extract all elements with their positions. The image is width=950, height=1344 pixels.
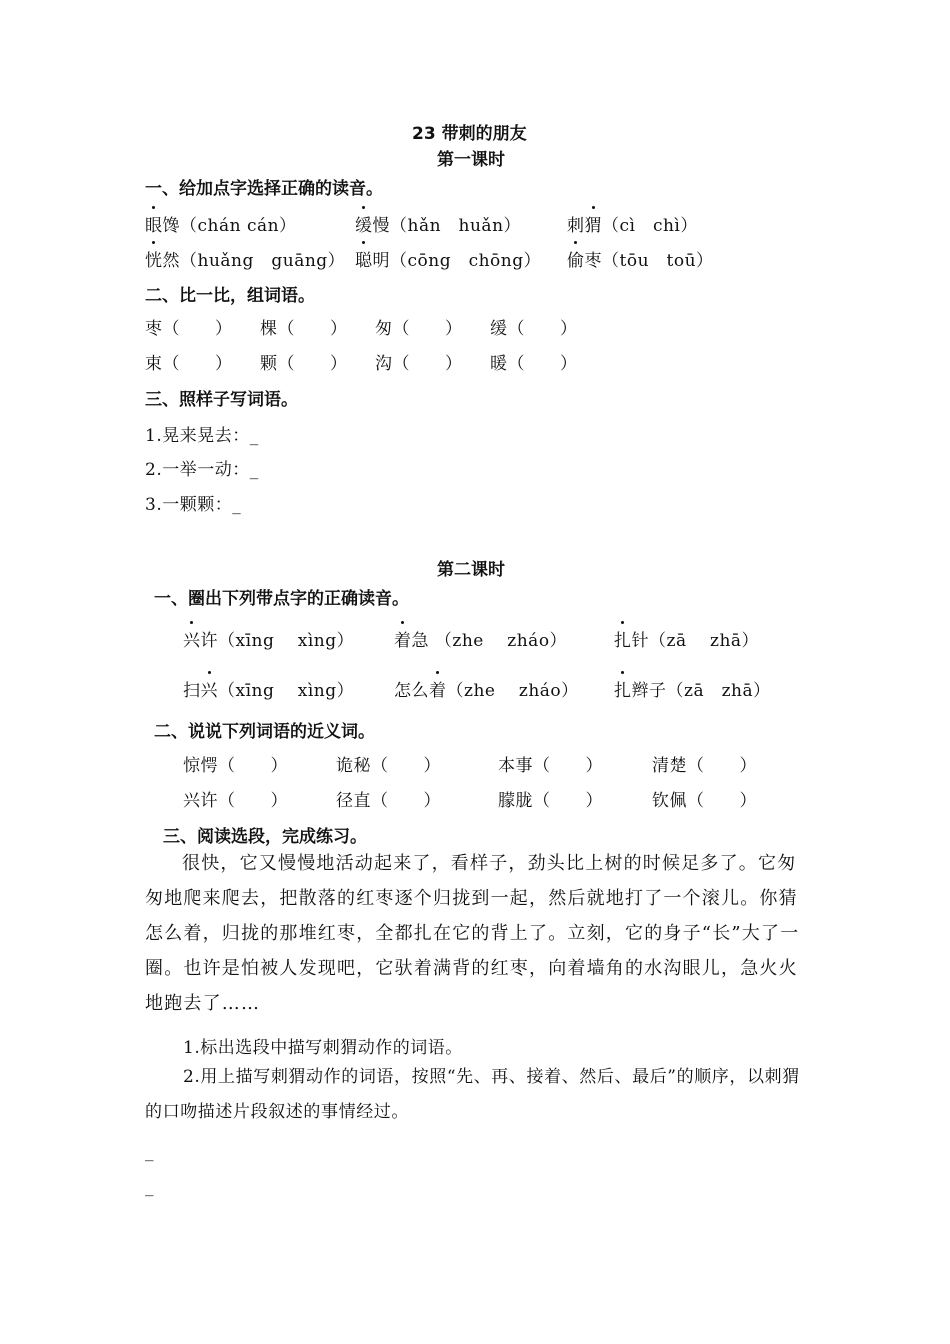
dotted-char: 缓 (355, 211, 373, 236)
compare-item: 缓（ ） (490, 319, 578, 339)
dotted-char: 着 (429, 676, 447, 701)
synonym-item: 兴许（ ） (183, 791, 288, 811)
example-item: 1.晃来晃去：_ (145, 426, 259, 446)
l2-pinyin-item: 着急 （zhe zháo） (394, 626, 567, 651)
l2-sec2-title: 二、说说下列词语的近义词。 (154, 722, 375, 742)
compare-item: 棵（ ） (260, 319, 348, 339)
answer-line[interactable]: _ (145, 1142, 154, 1162)
l2-pinyin-item: 扎辫子（zā zhā） (614, 676, 771, 701)
dotted-char: 兴 (183, 626, 201, 651)
compare-item: 沟（ ） (375, 354, 463, 374)
l1-sec3-title: 三、照样子写词语。 (145, 390, 298, 410)
l2-sec3-title: 三、阅读选段，完成练习。 (163, 827, 367, 847)
l1-pinyin-item: 刺猬（cì chì） (567, 211, 698, 236)
question-1: 1.标出选段中描写刺猬动作的词语。 (183, 1038, 463, 1058)
synonym-item: 惊愕（ ） (183, 756, 288, 776)
answer-line[interactable]: _ (145, 1177, 154, 1197)
dotted-char: 偷 (567, 246, 585, 271)
compare-item: 枣（ ） (145, 319, 233, 339)
l1-pinyin-item: 偷枣（tōu toū） (567, 246, 714, 271)
l1-pinyin-item: 眼馋（chán cán） (145, 211, 297, 236)
page-title: 23 带刺的朋友 (412, 124, 527, 144)
l2-pinyin-item: 扫兴（xīng xìng） (183, 676, 354, 701)
synonym-item: 清楚（ ） (652, 756, 757, 776)
l2-pinyin-item: 怎么着（zhe zháo） (394, 676, 579, 701)
question-2: 2.用上描写刺猬动作的词语，按照“先、再、接着、然后、最后”的顺序，以刺猬的口吻描述片段叙述的事情经过。 (145, 1067, 800, 1122)
synonym-item: 本事（ ） (498, 756, 603, 776)
example-item: 3.一颗颗：_ (145, 495, 242, 515)
example-item: 2.一举一动：_ (145, 460, 259, 480)
synonym-item: 径直（ ） (336, 791, 441, 811)
dotted-char: 着 (394, 626, 412, 651)
l1-pinyin-item: 恍然（huǎng guāng） (145, 246, 345, 271)
dotted-char: 聪 (355, 246, 373, 271)
l2-sec1-title: 一、圈出下列带点字的正确读音。 (154, 589, 409, 609)
synonym-item: 朦胧（ ） (498, 791, 603, 811)
dotted-char: 扎 (614, 626, 632, 651)
l1-sec2-title: 二、比一比，组词语。 (145, 286, 315, 306)
compare-item: 暖（ ） (490, 354, 578, 374)
dotted-char: 兴 (201, 676, 219, 701)
l1-pinyin-item: 缓慢（hǎn huǎn） (355, 211, 521, 236)
l2-pinyin-item: 兴许（xīng xìng） (183, 626, 354, 651)
reading-passage: 很快，它又慢慢地活动起来了，看样子，劲头比上树的时候足多了。它匆匆地爬来爬去，把散落的红枣逐个归拢到一起，然后就地打了一个滚儿。你猜怎么着，归拢的那堆红枣，全都扎在它的背上了。立刻，它的身子“长”大了一圈。也许是怕被人发现吧，它驮着满背的红枣，向着墙角的水沟眼儿，急火火地跑去了…… (145, 853, 800, 1014)
dotted-char: 恍 (145, 246, 163, 271)
compare-item: 束（ ） (145, 354, 233, 374)
l1-sec1-title: 一、给加点字选择正确的读音。 (145, 179, 383, 199)
synonym-item: 诡秘（ ） (336, 756, 441, 776)
lesson1-heading: 第一课时 (437, 150, 505, 170)
synonym-item: 钦佩（ ） (652, 791, 757, 811)
dotted-char: 猬 (585, 211, 603, 236)
compare-item: 匆（ ） (375, 319, 463, 339)
compare-item: 颗（ ） (260, 354, 348, 374)
dotted-char: 扎 (614, 676, 632, 701)
l2-pinyin-item: 扎针（zā zhā） (614, 626, 759, 651)
l1-pinyin-item: 聪明（cōng chōng） (355, 246, 541, 271)
lesson2-heading: 第二课时 (437, 560, 505, 580)
dotted-char: 眼 (145, 211, 163, 236)
